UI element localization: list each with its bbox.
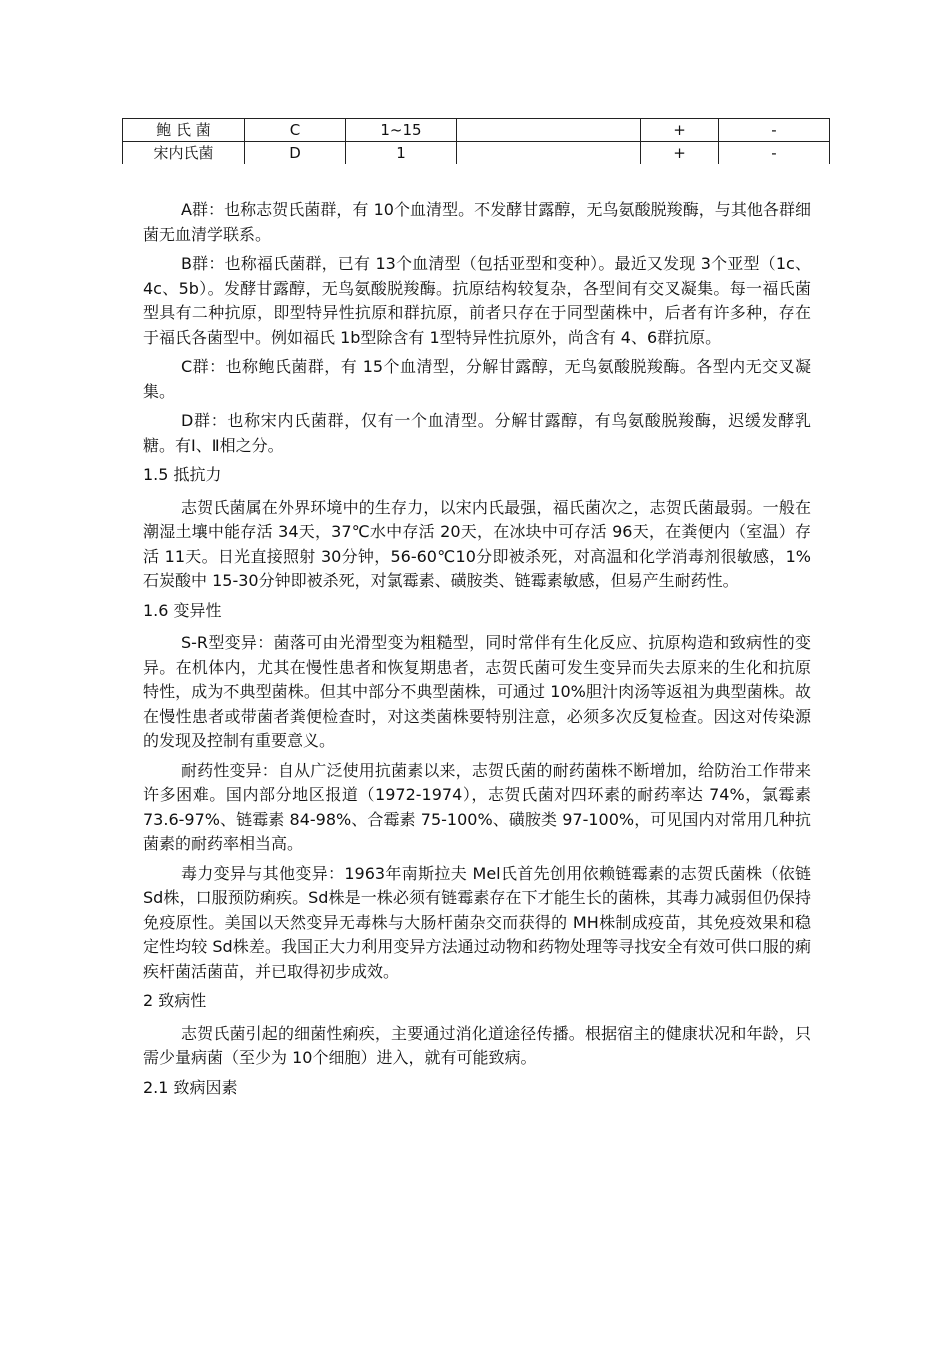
- paragraph-group-b: B群：也称福氏菌群，已有 13个血清型（包括亚型和变种）。最近又发现 3个亚型（1c、4c、5b）。发酵甘露醇，无鸟氨酸脱羧酶。抗原结构较复杂，各型间有交叉凝集。每一福氏菌型具有二种抗原，即型特异性抗原和群抗原，前者只存在于同型菌株中，后者有许多种，存在于福氏各菌型中。例如福氏 1b型除含有 1型特异性抗原外，尚含有 4、6群抗原。: [143, 254, 811, 347]
- section-heading-variation: 1.6 变异性: [143, 600, 222, 620]
- paragraph-pathogenicity: 志贺氏菌引起的细菌性痢疾，主要通过消化道途径传播。根据宿主的健康状况和年龄，只需少量病菌（至少为 10个细胞）进入，就有可能致病。: [143, 1023, 811, 1067]
- paragraph-drug-resistance: 耐药性变异：自从广泛使用抗菌素以来，志贺氏菌的耐药菌株不断增加，给防治工作带来许多困难。国内部分地区报道（1972-1974），志贺氏菌对四环素的耐药率达 74%，氯霉素 73.6-97%、链霉素 84-98%、合霉素 75-100%、磺胺类 97-100%，可见国内对常用几种抗菌素的耐药率相当高。: [143, 760, 811, 853]
- table-cell: -: [719, 119, 830, 142]
- paragraph-group-d: D群：也称宋内氏菌群，仅有一个血清型。分解甘露醇，有鸟氨酸脱羧酶，迟缓发酵乳糖。有Ⅰ、Ⅱ相之分。: [143, 411, 811, 455]
- table-cell: [457, 119, 641, 142]
- table-cell: C: [245, 119, 346, 142]
- section-heading-pathogenicity: 2 致病性: [143, 991, 207, 1010]
- document-body: [143, 198, 811, 1108]
- table-cell: +: [641, 142, 719, 165]
- paragraph-sr-variation: S-R型变异：菌落可由光滑型变为粗糙型，同时常伴有生化反应、抗原构造和致病性的变异。在机体内，尤其在慢性患者和恢复期患者，志贺氏菌可发生变异而失去原来的生化和抗原特性，成为不典型菌株。但其中部分不典型菌株，可通过 10%胆汁肉汤等返祖为典型菌株。故在慢性患者或带菌者粪便检查时，对这类菌株要特别注意，必须多次反复检查。因这对传染源的发现及控制有重要意义。: [143, 633, 811, 750]
- table-cell: 宋内氏菌: [123, 142, 245, 165]
- paragraph-virulence-variation: 毒力变异与其他变异：1963年南斯拉夫 Mel氏首先创用依赖链霉素的志贺氏菌株（依链 Sd株，口服预防痢疾。Sd株是一株必须有链霉素存在下才能生长的菌株，其毒力减弱但仍保持免疫原性。美国以天然变异无毒株与大肠杆菌杂交而获得的 MH株制成疫苗，其免疫效果和稳定性均较 Sd株差。我国正大力利用变异方法通过动物和药物处理等寻找安全有效可供口服的痢疾杆菌活菌苗，并已取得初步成效。: [143, 863, 811, 981]
- serogroup-table: [122, 118, 830, 164]
- section-heading-pathogenic-factors: 2.1 致病因素: [143, 1077, 238, 1097]
- paragraph-resistance: 志贺氏菌属在外界环境中的生存力，以宋内氏最强，福氏菌次之，志贺氏菌最弱。一般在潮湿土壤中能存活 34天，37℃水中存活 20天，在冰块中可存活 96天，在粪便内（室温）存活 11天。日光直接照射 30分钟，56-60℃10分即被杀死，对高温和化学消毒剂很敏感，1%石炭酸中 15-30分钟即被杀死，对氯霉素、磺胺类、链霉素敏感，但易产生耐药性。: [143, 497, 811, 590]
- table-cell: 鲍 氏 菌: [123, 119, 245, 142]
- table-row: [123, 142, 830, 165]
- table-cell: 1~15: [346, 119, 457, 142]
- table-cell: 1: [346, 142, 457, 165]
- table-cell: D: [245, 142, 346, 165]
- section-heading-resistance: 1.5 抵抗力: [143, 465, 222, 484]
- table-cell: [457, 142, 641, 165]
- paragraph-group-a: A群：也称志贺氏菌群，有 10个血清型。不发酵甘露醇，无鸟氨酸脱羧酶，与其他各群细菌无血清学联系。: [143, 200, 811, 244]
- paragraph-group-c: C群：也称鲍氏菌群，有 15个血清型，分解甘露醇，无鸟氨酸脱羧酶。各型内无交叉凝集。: [143, 357, 811, 401]
- table-cell: +: [641, 119, 719, 142]
- table-cell: -: [719, 142, 830, 165]
- table-row: [123, 119, 830, 142]
